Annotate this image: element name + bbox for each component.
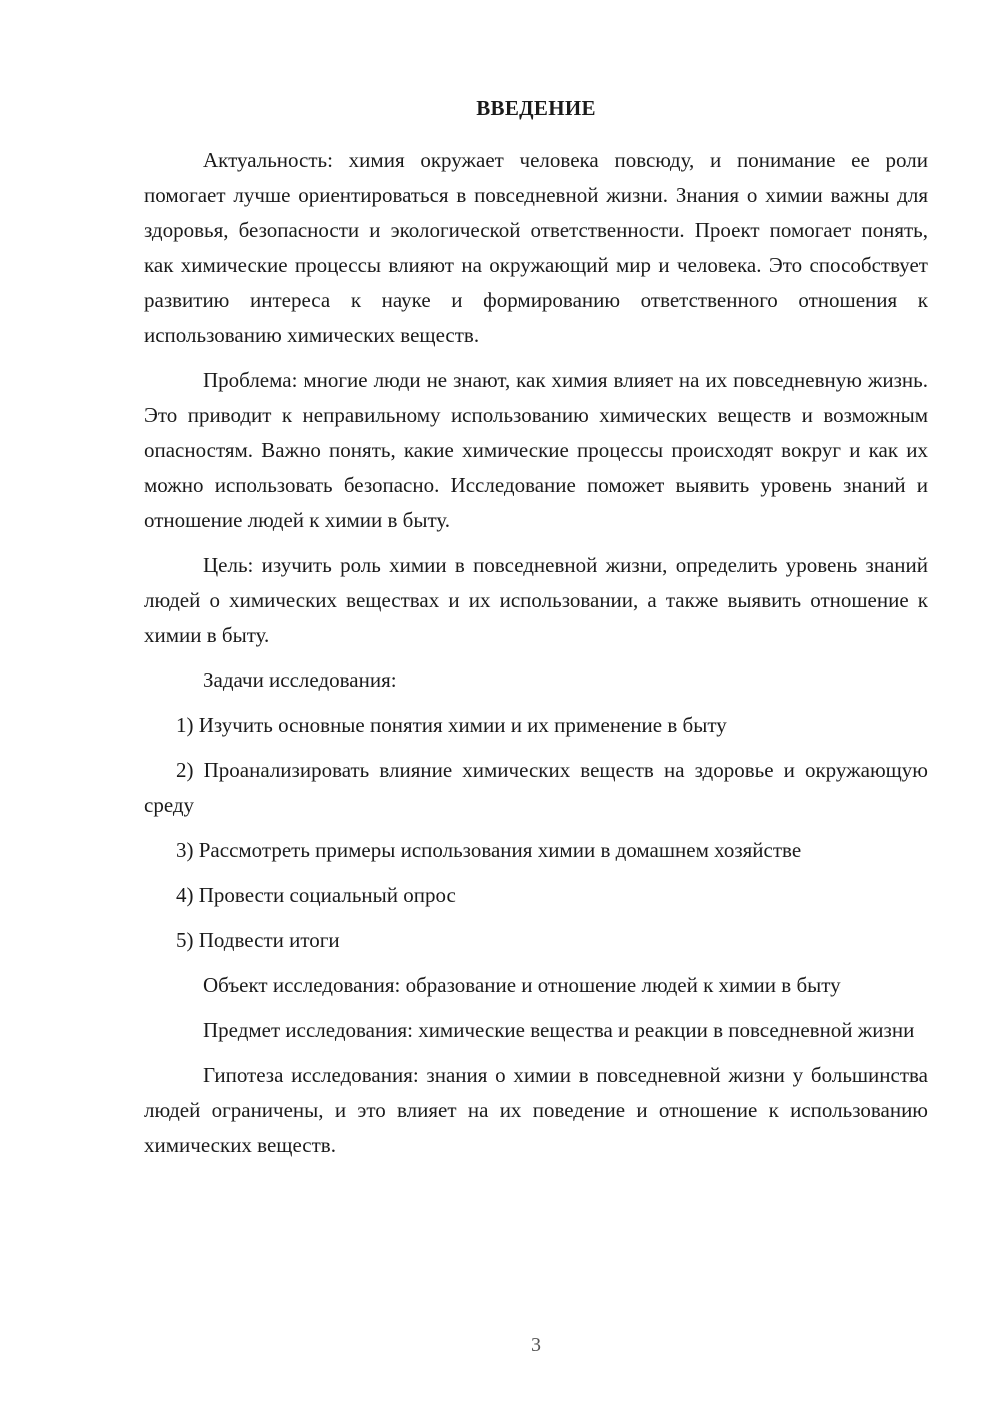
paragraph-goal: Цель: изучить роль химии в повседневной жизни, определить уровень знаний людей о химических веществах и их использовании, а также выявить отношение к химии в быту. [144,553,928,647]
tasks-heading: Задачи исследования: [203,668,397,692]
task-item-2: 2) Проанализировать влияние химических веществ на здоровье и окружающую среду [144,758,928,817]
paragraph-relevance: Актуальность: химия окружает человека повсюду, и понимание ее роли помогает лучше ориентироваться в повседневной жизни. Знания о химии важны для здоровья, безопасности и экологической ответственности. Проект помогает понять, как химические процессы влияют на окружающий мир и человека. Это способствует развитию интереса к науке и формированию ответственного отношения к использованию химических веществ. [144,148,928,347]
paragraph-problem: Проблема: многие люди не знают, как химия влияет на их повседневную жизнь. Это приводит к неправильному использованию химических веществ и возможным опасностям. Важно понять, какие химические процессы происходят вокруг и как их можно использовать безопасно. Исследование поможет выявить уровень знаний и отношение людей к химии в быту. [144,368,928,532]
document-body [144,143,928,1173]
paragraph-hypothesis: Гипотеза исследования: знания о химии в повседневной жизни у большинства людей ограничены, и это влияет на их поведение и отношение к использованию химических веществ. [144,1063,928,1157]
paragraph-object: Объект исследования: образование и отношение людей к химии в быту [203,973,841,997]
task-item-1: 1) Изучить основные понятия химии и их применение в быту [176,713,727,737]
paragraph-subject: Предмет исследования: химические вещества и реакции в повседневной жизни [203,1018,915,1042]
page-title: ВВЕДЕНИЕ [476,96,596,120]
task-item-3: 3) Рассмотреть примеры использования химии в домашнем хозяйстве [176,838,802,862]
page-number: 3 [531,1334,541,1356]
task-item-5: 5) Подвести итоги [176,928,340,952]
task-item-4: 4) Провести социальный опрос [176,883,456,907]
